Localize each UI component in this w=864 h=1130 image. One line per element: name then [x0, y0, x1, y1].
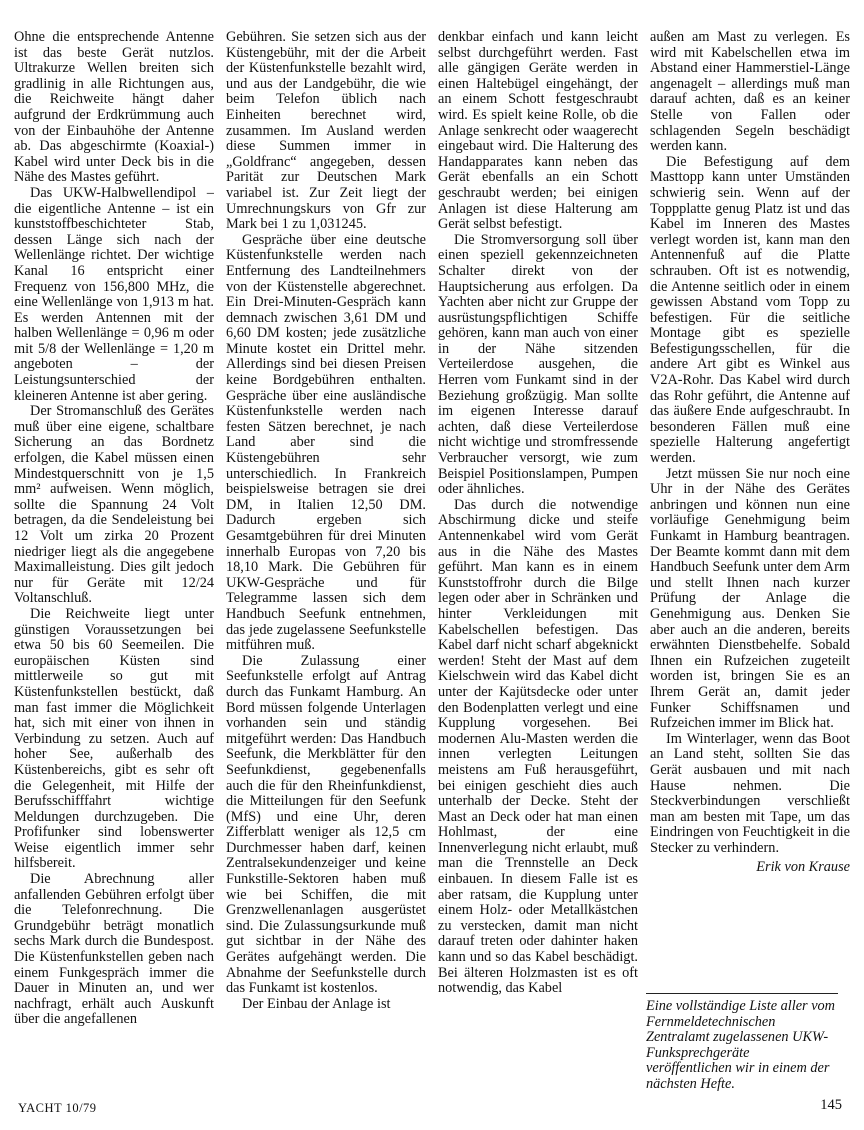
paragraph: Im Winterlager, wenn das Boot an Land steht, sollten Sie das Gerät ausbauen und mit nach Hause nehmen. Die Steckverbindungen verschließt man am besten mit Tape, um das Eindringen von Feuchtigkeit in die Stecker zu verhindern. — [650, 730, 850, 856]
paragraph: Das durch die notwendige Abschirmung dicke und steife Antennenkabel wird vom Gerät aus in die Nähe des Mastes geführt. Man kann es in einem Kunststoffrohr durch die Bilge legen oder aber in Schränken und hinter Verkleidungen mit Kabelschellen befestigen. Das Kabel darf nicht scharf abgeknickt werden! Steht der Mast auf dem Kielschwein wird das Kabel dicht unter der Kajütsdecke oder unter den Bodenplatten verlegt und eine Kupplung vorgesehen. Bei modernen Alu-Masten werden die innen verlegten Leitungen meistens am Fuß herausgeführt, bei einigen geschieht dies auch unterhalb der Decke. Steht der Mast an Deck oder hat man einen Hohlmast, der eine Innenverlegung nicht erlaubt, muß man die Trennstelle an Deck einbauen. In diesem Falle ist es aber ratsam, die Kupplung unter einem Holz- oder Metallkästchen zu verstecken, damit man nicht darauf treten oder dahinter haken kann und so das Kabel beschädigt. Bei älteren Holzmasten ist es oft notwendig, das Kabel — [438, 496, 638, 997]
paragraph: Gespräche über eine deutsche Küstenfunkstelle werden nach Entfernung des Landteilnehmers von der Küstenstelle abgerechnet. Ein Drei-Minuten-Gespräch kann demnach zwischen 3,61 DM und 6,60 DM kosten; jede zusätzliche Minute kostet ein Drittel mehr. Allerdings sind bei diesen Preisen keine Bordgebühren enthalten. Gespräche über eine ausländische Küstenfunkstelle werden nach festen Sätzen berechnet, je nach Land aber sind die Küstengebühren sehr unterschiedlich. In Frankreich beispielsweise betragen sie drei DM, in Italien 12,50 DM. Dadurch ergeben sich Gesamtgebühren für drei Minuten innerhalb Europas von 7,20 bis 18,10 Mark. Die Gebühren für UKW-Gespräche und für Telegramme lassen sich dem Handbuch Seefunk entnehmen, das jede zugelassene Seefunkstelle mitführen muß. — [226, 231, 426, 654]
paragraph: außen am Mast zu verlegen. Es wird mit Kabelschellen etwa im Abstand einer Hammerstiel-Länge angenagelt – allerdings muß man darauf achten, daß es an keiner Stelle von Fallen oder schlagenden Segeln beschädigt werden kann. — [650, 30, 850, 155]
paragraph: Die Befestigung auf dem Masttopp kann unter Umständen schwierig sein. Wenn auf der Toppplatte genug Platz ist und das Kabel im Inneren des Mastes verlegt worden ist, kann man den Antennenfuß auf die Platte schrauben. Oft ist es notwendig, die Antenne seitlich oder in einem gewissen Abstand vom Topp zu befestigen. Für die seitliche Montage gibt es spezielle Befestigungsschellen, für die andere Art gibt es Winkel aus V2A-Rohr. Das Kabel wird durch das Rohr geführt, die Antenne auf das äußere Ende aufgeschraubt. In besonderen Fällen muß eine spezielle Halterung angefertigt werden. — [650, 153, 850, 467]
paragraph: Das UKW-Halbwellendipol – die eigentliche Antenne – ist ein kunststoffbeschichteter Stab, dessen Länge sich nach der Wellenlänge richtet. Der wichtige Kanal 16 entspricht einer Frequenz von 156,800 MHz, die eine Wellenlänge von 1,913 m hat. Es werden Antennen mit der halben Wellenlänge = 0,96 m oder mit 5/8 der Wellenlänge = 1,20 m angeboten – der Leistungsunterschied der kleineren Antenne ist aber gering. — [14, 184, 214, 404]
column-4 — [650, 30, 850, 1092]
paragraph: Ohne die entsprechende Antenne ist das beste Gerät nutzlos. Ultrakurze Wellen breiten sich gradlinig in alle Richtungen aus, die Reichweite hängt daher aufgrund der Erdkrümmung auch von der Einbauhöhe der Antenne ab. Das abgeschirmte (Koaxial-) Kabel wird unter Deck bis in die Nähe des Mastes geführt. — [14, 30, 214, 186]
magazine-issue-label: YACHT 10/79 — [18, 1101, 97, 1115]
info-box-note: Eine vollständige Liste aller vom Fernmeldetechnischen Zentralamt zugelassenen UKW-Funksprechgeräte veröffentlichen wir in einem der nächsten Hefte. — [646, 993, 838, 1093]
column-2 — [226, 30, 426, 1092]
column-1 — [14, 30, 214, 1092]
paragraph: Der Stromanschluß des Gerätes muß über eine eigene, schaltbare Sicherung an das Bordnetz erfolgen, die Kabel müssen einen Mindestquerschnitt von je 1,5 mm² aufweisen. Wenn möglich, sollte die Spannung 24 Volt betragen, da die Sendeleistung bei 12 Volt um zirka 20 Prozent niedriger liegt als die angegebene Maximalleistung. Dies gilt jedoch nur für Geräte mit 12/24 Voltanschluß. — [14, 403, 214, 607]
paragraph: Gebühren. Sie setzen sich aus der Küstengebühr, mit der die Arbeit der Küstenfunkstelle bezahlt wird, und aus der Landgebühr, die wie beim Telefon üblich nach Einheiten berechnet wird, zusammen. Im Ausland werden diese Summen immer in „Goldfranc“ angegeben, dessen Parität zur Deutschen Mark variabel ist. Zur Zeit liegt der Umrechnungskurs von Gfr zur Mark bei 1 zu 1,031245. — [226, 30, 426, 233]
paragraph: Die Zulassung einer Seefunkstelle erfolgt auf Antrag durch das Funkamt Hamburg. An Bord müssen folgende Unterlagen vorhanden sein und ständig mitgeführt werden: Das Handbuch Seefunk, die Merkblätter für den Seefunkdienst, gegebenenfalls auch die für den Rheinfunkdienst, die Mitteilungen für den Seefunk (MfS) und eine Uhr, deren Zifferblatt weniger als 12,5 cm Durchmesser haben darf, keinen Zentralsekundenzeiger und keine Funkstille-Sektoren haben muß wie bei Schiffen, die mit Grenzwellenanlagen ausgerüstet sind. Die Zulassungsurkunde muß gut sichtbar in der Nähe des Gerätes aufgehängt werden. Die Abnahme der Seefunkstelle durch das Funkamt ist kostenlos. — [226, 652, 426, 997]
column-3 — [438, 30, 638, 1092]
article-body — [14, 30, 850, 1092]
paragraph: Die Reichweite liegt unter günstigen Voraussetzungen bei etwa 50 bis 60 Seemeilen. Die europäischen Küsten sind mittlerweile so gut mit Küstenfunkstellen bestückt, daß man fast immer die Möglichkeit hat, sich mit einer von ihnen in Verbindung zu setzen. Auch auf hoher See, außerhalb des Küstenbereichs, gibt es sehr oft die Gelegenheit, mit Hilfe der Berufsschifffahrt wichtige Meldungen durchzugeben. Die Profifunker sind lobenswerter Weise eigentlich immer sehr hilfsbereit. — [14, 605, 214, 872]
author-byline: Erik von Krause — [756, 859, 850, 876]
paragraph: Die Abrechnung aller anfallenden Gebühren erfolgt über die Telefonrechnung. Die Grundgebühr beträgt monatlich sechs Mark durch die Bundespost. Die Küstenfunkstellen geben nach einem Funkgespräch immer die Dauer in Minuten an, und wer nachfragt, erhält auch Auskunft über die angefallenen — [14, 871, 214, 1028]
page-number: 145 — [820, 1097, 842, 1113]
paragraph: Der Einbau der Anlage ist — [242, 995, 391, 1012]
paragraph: denkbar einfach und kann leicht selbst durchgeführt werden. Fast alle gängigen Geräte werden in einen Haltebügel eingehängt, der an einem Schott festgeschraubt wird. Es spielt keine Rolle, ob die Anlage senkrecht oder waagerecht eingebaut wird. Die Halterung des Handapparates kann neben das Gerät ebenfalls an ein Schott geschraubt werden; bei einigen Anlagen ist diese Halterung am Gerät selbst befestigt. — [438, 30, 638, 233]
paragraph: Jetzt müssen Sie nur noch eine Uhr in der Nähe des Gerätes anbringen und können nun eine vorläufige Genehmigung beim Funkamt in Hamburg beantragen. Der Beamte kommt dann mit dem Handbuch Seefunk unter dem Arm und stellt Ihnen nach kurzer Prüfung der Anlage die Genehmigung aus. Denken Sie aber auch an die anderen, bereits erwähnten Dienstbehelfe. Sobald Ihnen ein Rufzeichen zugeteilt worden ist, bringen Sie es an Ihrem Gerät an, damit jeder Funker Schiffsnamen und Rufzeichen immer im Blick hat. — [650, 465, 850, 732]
paragraph: Die Stromversorgung soll über einen speziell gekennzeichneten Schalter direkt von der Hauptsicherung aus erfolgen. Da Yachten aber nicht zur Gruppe der ausrüstungspflichtigen Schiffe gehören, kann man auch von einer in der Nähe sitzenden Verteilerdose ausgehen, die Herren vom Funkamt sind in der Beziehung großzügig. Man sollte im eigenen Interesse darauf achten, daß diese Verteilerdose nicht wichtige und stromfressende Verbraucher versorgt, wie zum Beispiel Positionslampen, Pumpen oder ähnliches. — [438, 231, 638, 498]
